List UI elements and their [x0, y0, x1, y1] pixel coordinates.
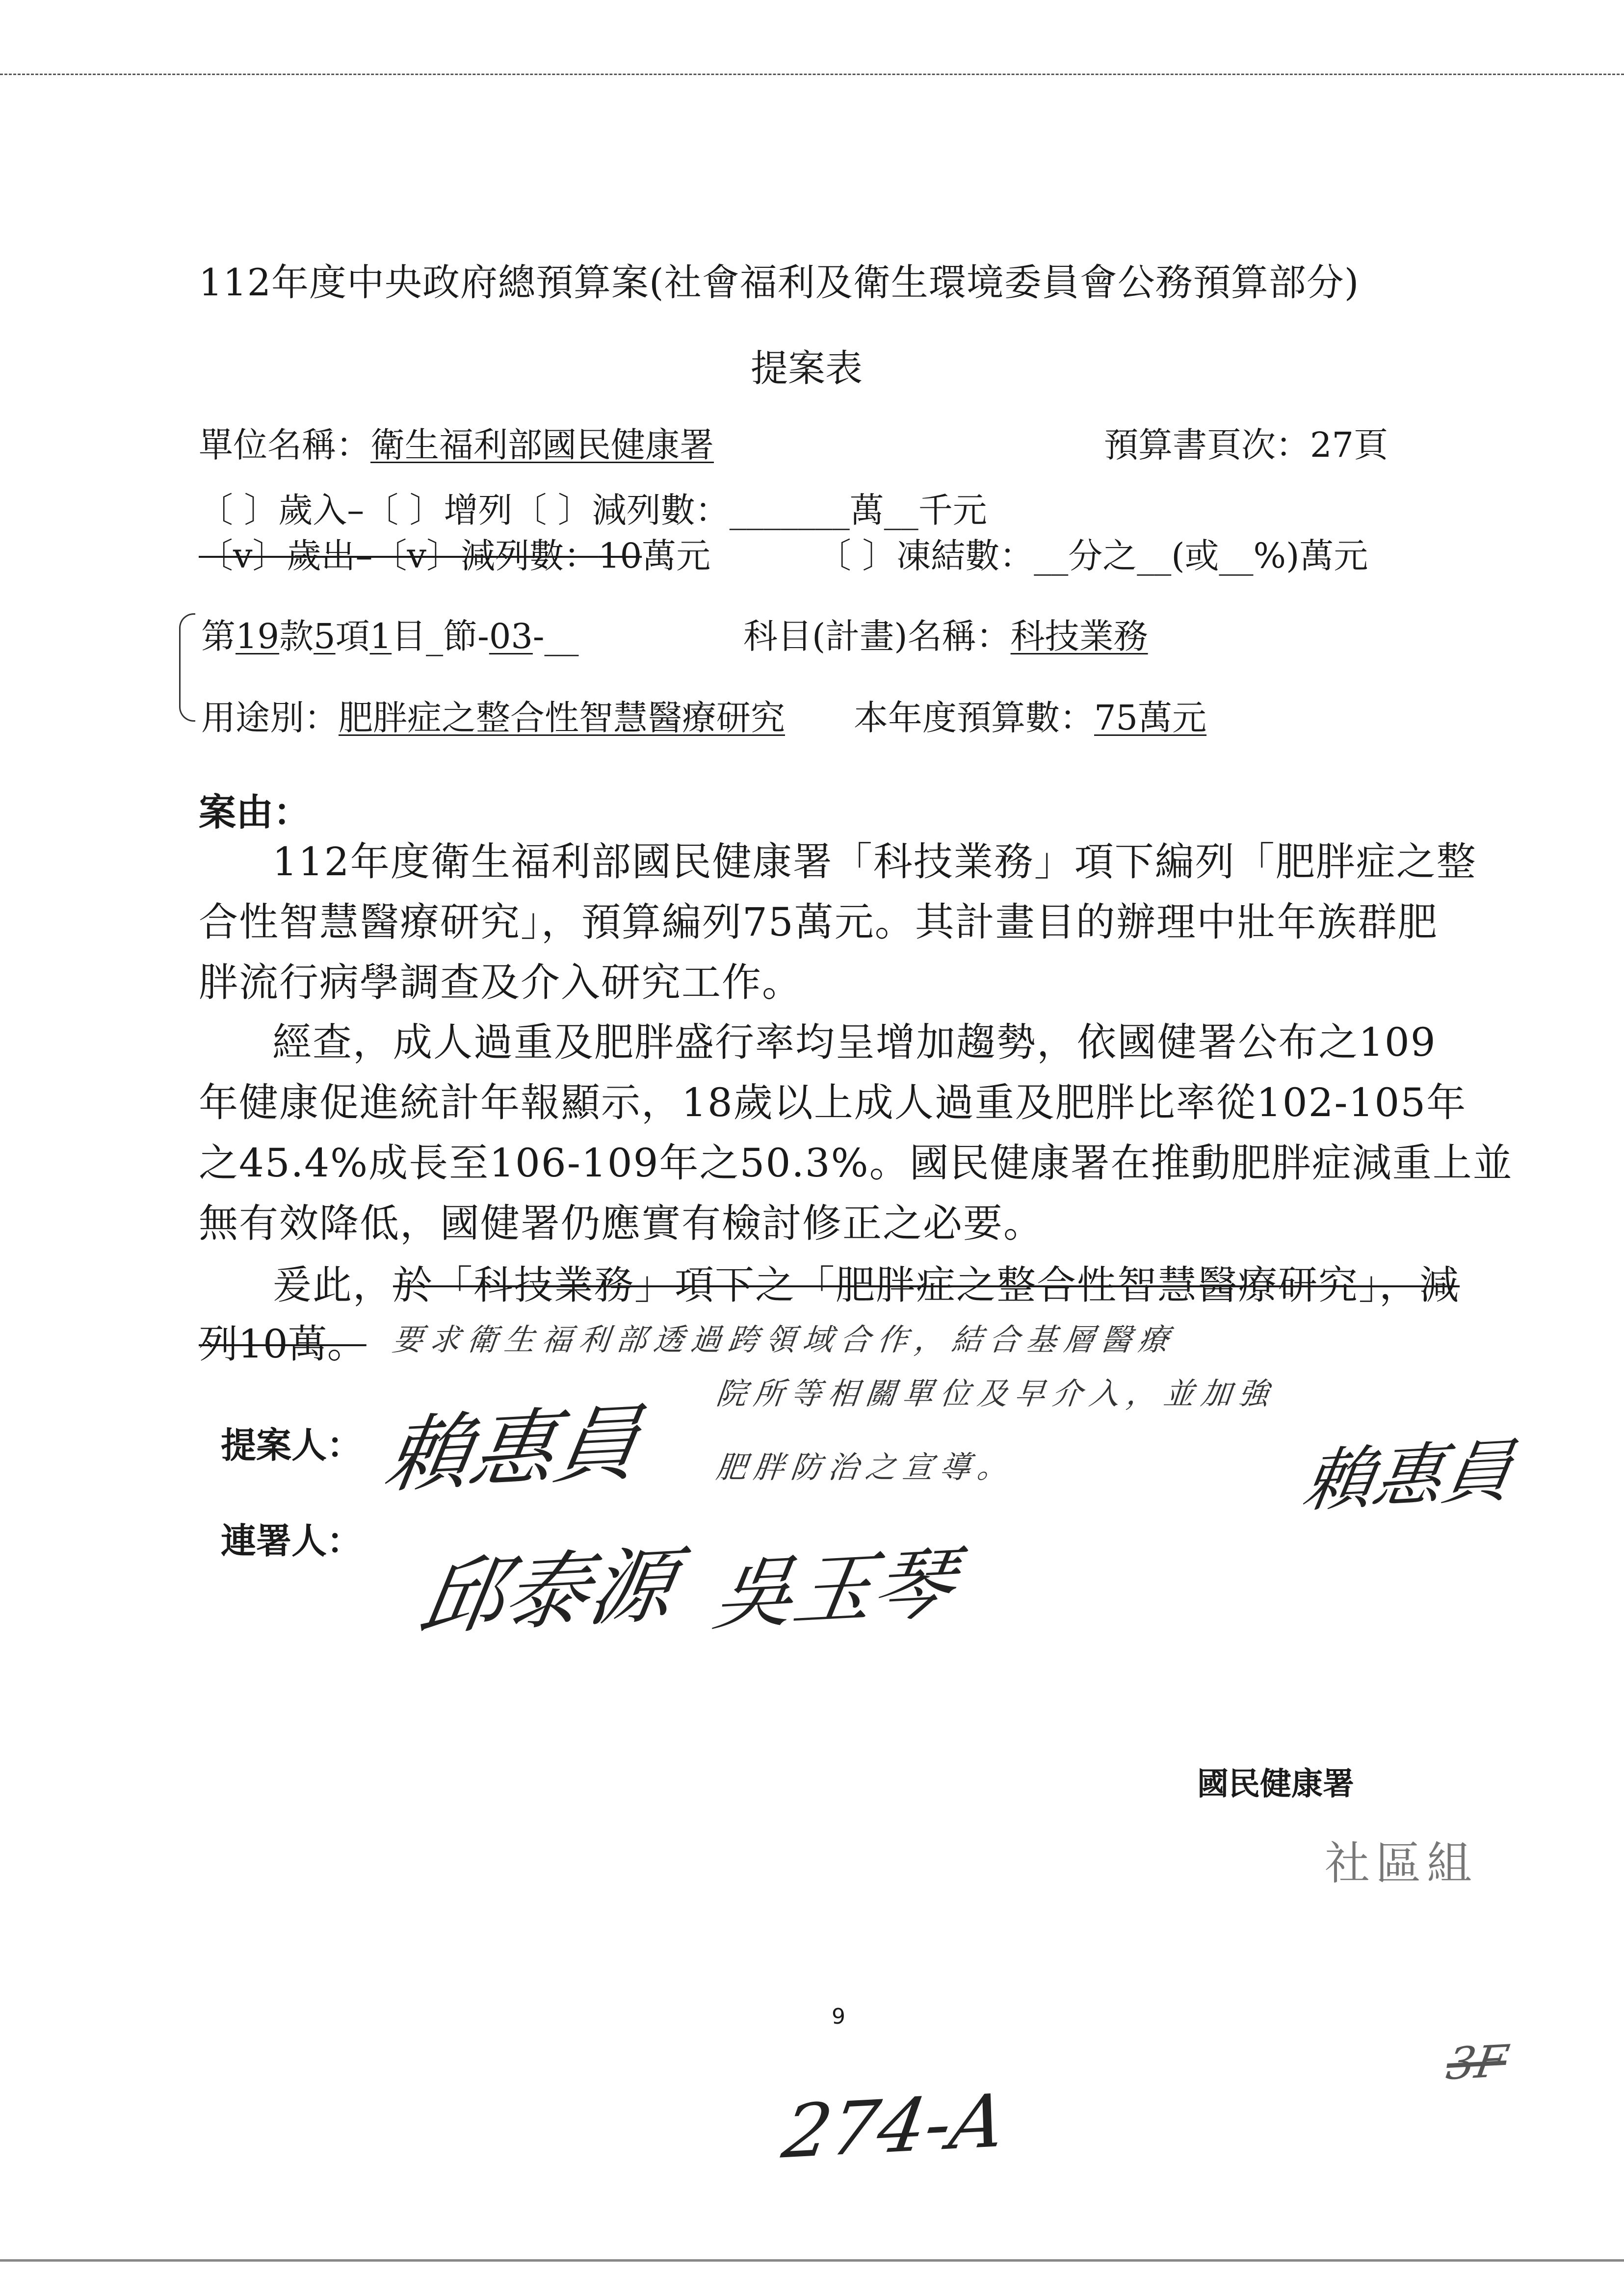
expense-checkboxes-struck: 〔v〕歲出–〔v〕減列數：	[199, 536, 599, 576]
para2-line: 經查，成人過重及肥胖盛行率均呈增加趨勢，依國健署公布之109	[272, 1019, 1437, 1065]
proposer-signature: 賴惠員	[378, 1394, 647, 1505]
account-di: 第	[201, 616, 236, 656]
expense-line	[199, 536, 711, 576]
account-jie-label: 節-	[443, 616, 489, 656]
document-title: 112年度中央政府總預算案(社會福利及衛生環境委員會公務預算部分)	[199, 261, 1360, 304]
budget-page-value: 27	[1310, 425, 1354, 465]
annual-budget-label: 本年度預算數：	[854, 698, 1094, 738]
paragraph-3	[199, 1255, 1460, 1315]
unit-name	[199, 425, 714, 465]
annual-budget-value: 75萬元	[1094, 698, 1207, 738]
unit-value: 衛生福利部國民健康署	[370, 425, 714, 465]
account-line	[201, 616, 579, 656]
subject-label: 科目(計畫)名稱：	[743, 616, 1011, 656]
account-jie-blank: _	[426, 616, 444, 656]
cosigner-label: 連署人：	[221, 1520, 363, 1562]
para2-line: 年健康促進統計年報顯示，18歲以上成人過重及肥胖比率從102-105年	[199, 1080, 1467, 1125]
proposer-label: 提案人：	[221, 1424, 363, 1466]
para1-line: 胖流行病學調查及介入研究工作。	[199, 960, 802, 1005]
para1-line: 合性智慧醫療研究」，預算編列75萬元。其計畫目的辦理中壯年族群肥	[199, 899, 1438, 945]
handwritten-amendment-3: 肥胖防治之宣導。	[714, 1449, 1017, 1485]
revenue-blank-wan: _______	[729, 490, 850, 530]
account-xiang-label: 項	[335, 616, 370, 656]
revenue-line	[199, 490, 987, 530]
purpose-label: 用途別：	[201, 698, 339, 738]
annual-budget-line	[854, 698, 1207, 738]
handwritten-mark: 3F	[1443, 2035, 1511, 2090]
para1-line: 112年度衛生福利部國民健康署「科技業務」項下編列「肥胖症之整	[272, 839, 1477, 885]
expense-unit: 萬元	[642, 536, 711, 576]
revenue-blank-qian: __	[884, 490, 918, 530]
handwritten-amendment-1: 要求衛生福利部透過跨領域合作，結合基層醫療	[391, 1322, 1178, 1357]
handwritten-page-code: 274-A	[777, 2078, 1012, 2175]
revenue-wan: 萬	[849, 490, 884, 530]
cosigner-signature-2: 吳玉琴	[707, 1537, 961, 1642]
purpose-value: 肥胖症之整合性智慧醫療研究	[339, 698, 785, 738]
reason-heading: 案由：	[199, 790, 311, 834]
paragraph-2	[199, 1012, 1513, 1253]
proposer-signature-2: 賴惠員	[1297, 1431, 1519, 1522]
account-mu-label: 目	[392, 616, 426, 656]
page-number: 9	[832, 2004, 845, 2029]
bottom-scan-line	[0, 2259, 1624, 2262]
para2-line: 無有效降低，國健署仍應實有檢討修正之必要。	[199, 1200, 1044, 1246]
account-kuan: 19	[236, 616, 280, 656]
account-mu: 1	[369, 616, 392, 656]
division-stamp: 社區組	[1325, 1837, 1478, 1890]
agency-name: 國民健康署	[1197, 1766, 1354, 1802]
account-kuan-label: 款	[279, 616, 314, 656]
revenue-tail: 千元	[918, 490, 987, 530]
subject-value: 科技業務	[1010, 616, 1148, 656]
account-jie: 03	[489, 616, 533, 656]
unit-label: 單位名稱：	[199, 425, 370, 465]
para3-lead: 爰此，	[272, 1262, 393, 1308]
top-scan-line	[0, 74, 1624, 75]
subject-line	[743, 616, 1148, 656]
para3-line	[199, 1255, 1460, 1315]
para3-struck-end: 列10萬。	[199, 1321, 367, 1367]
budget-page	[1104, 425, 1388, 465]
purpose-line	[201, 698, 785, 738]
account-tail: -__	[532, 616, 579, 656]
para2-line: 之45.4%成長至106-109年之50.3%。國民健康署在推動肥胖症減重上並	[199, 1140, 1513, 1186]
budget-page-label: 預算書頁次：	[1104, 425, 1310, 465]
revenue-checkboxes: 〔 〕歲入–〔 〕增列〔 〕減列數：	[199, 490, 730, 530]
freeze-line: 〔 〕凍結數：__分之__(或__%)萬元	[817, 536, 1368, 576]
budget-page-suffix: 頁	[1354, 425, 1388, 465]
account-xiang: 5	[314, 616, 336, 656]
cosigner-signature-1: 邱泰源	[413, 1537, 681, 1647]
para3-struck-text: 於「科技業務」項下之「肥胖症之整合性智慧醫療研究」，減	[393, 1262, 1460, 1308]
handwritten-amendment-2: 院所等相關單位及早介入，並加強	[714, 1376, 1278, 1411]
para3-line-2	[199, 1321, 367, 1367]
expense-amount: 10	[598, 536, 642, 576]
bracket	[179, 613, 195, 722]
document-subtitle: 提案表	[751, 346, 863, 390]
paragraph-1	[199, 832, 1477, 1013]
